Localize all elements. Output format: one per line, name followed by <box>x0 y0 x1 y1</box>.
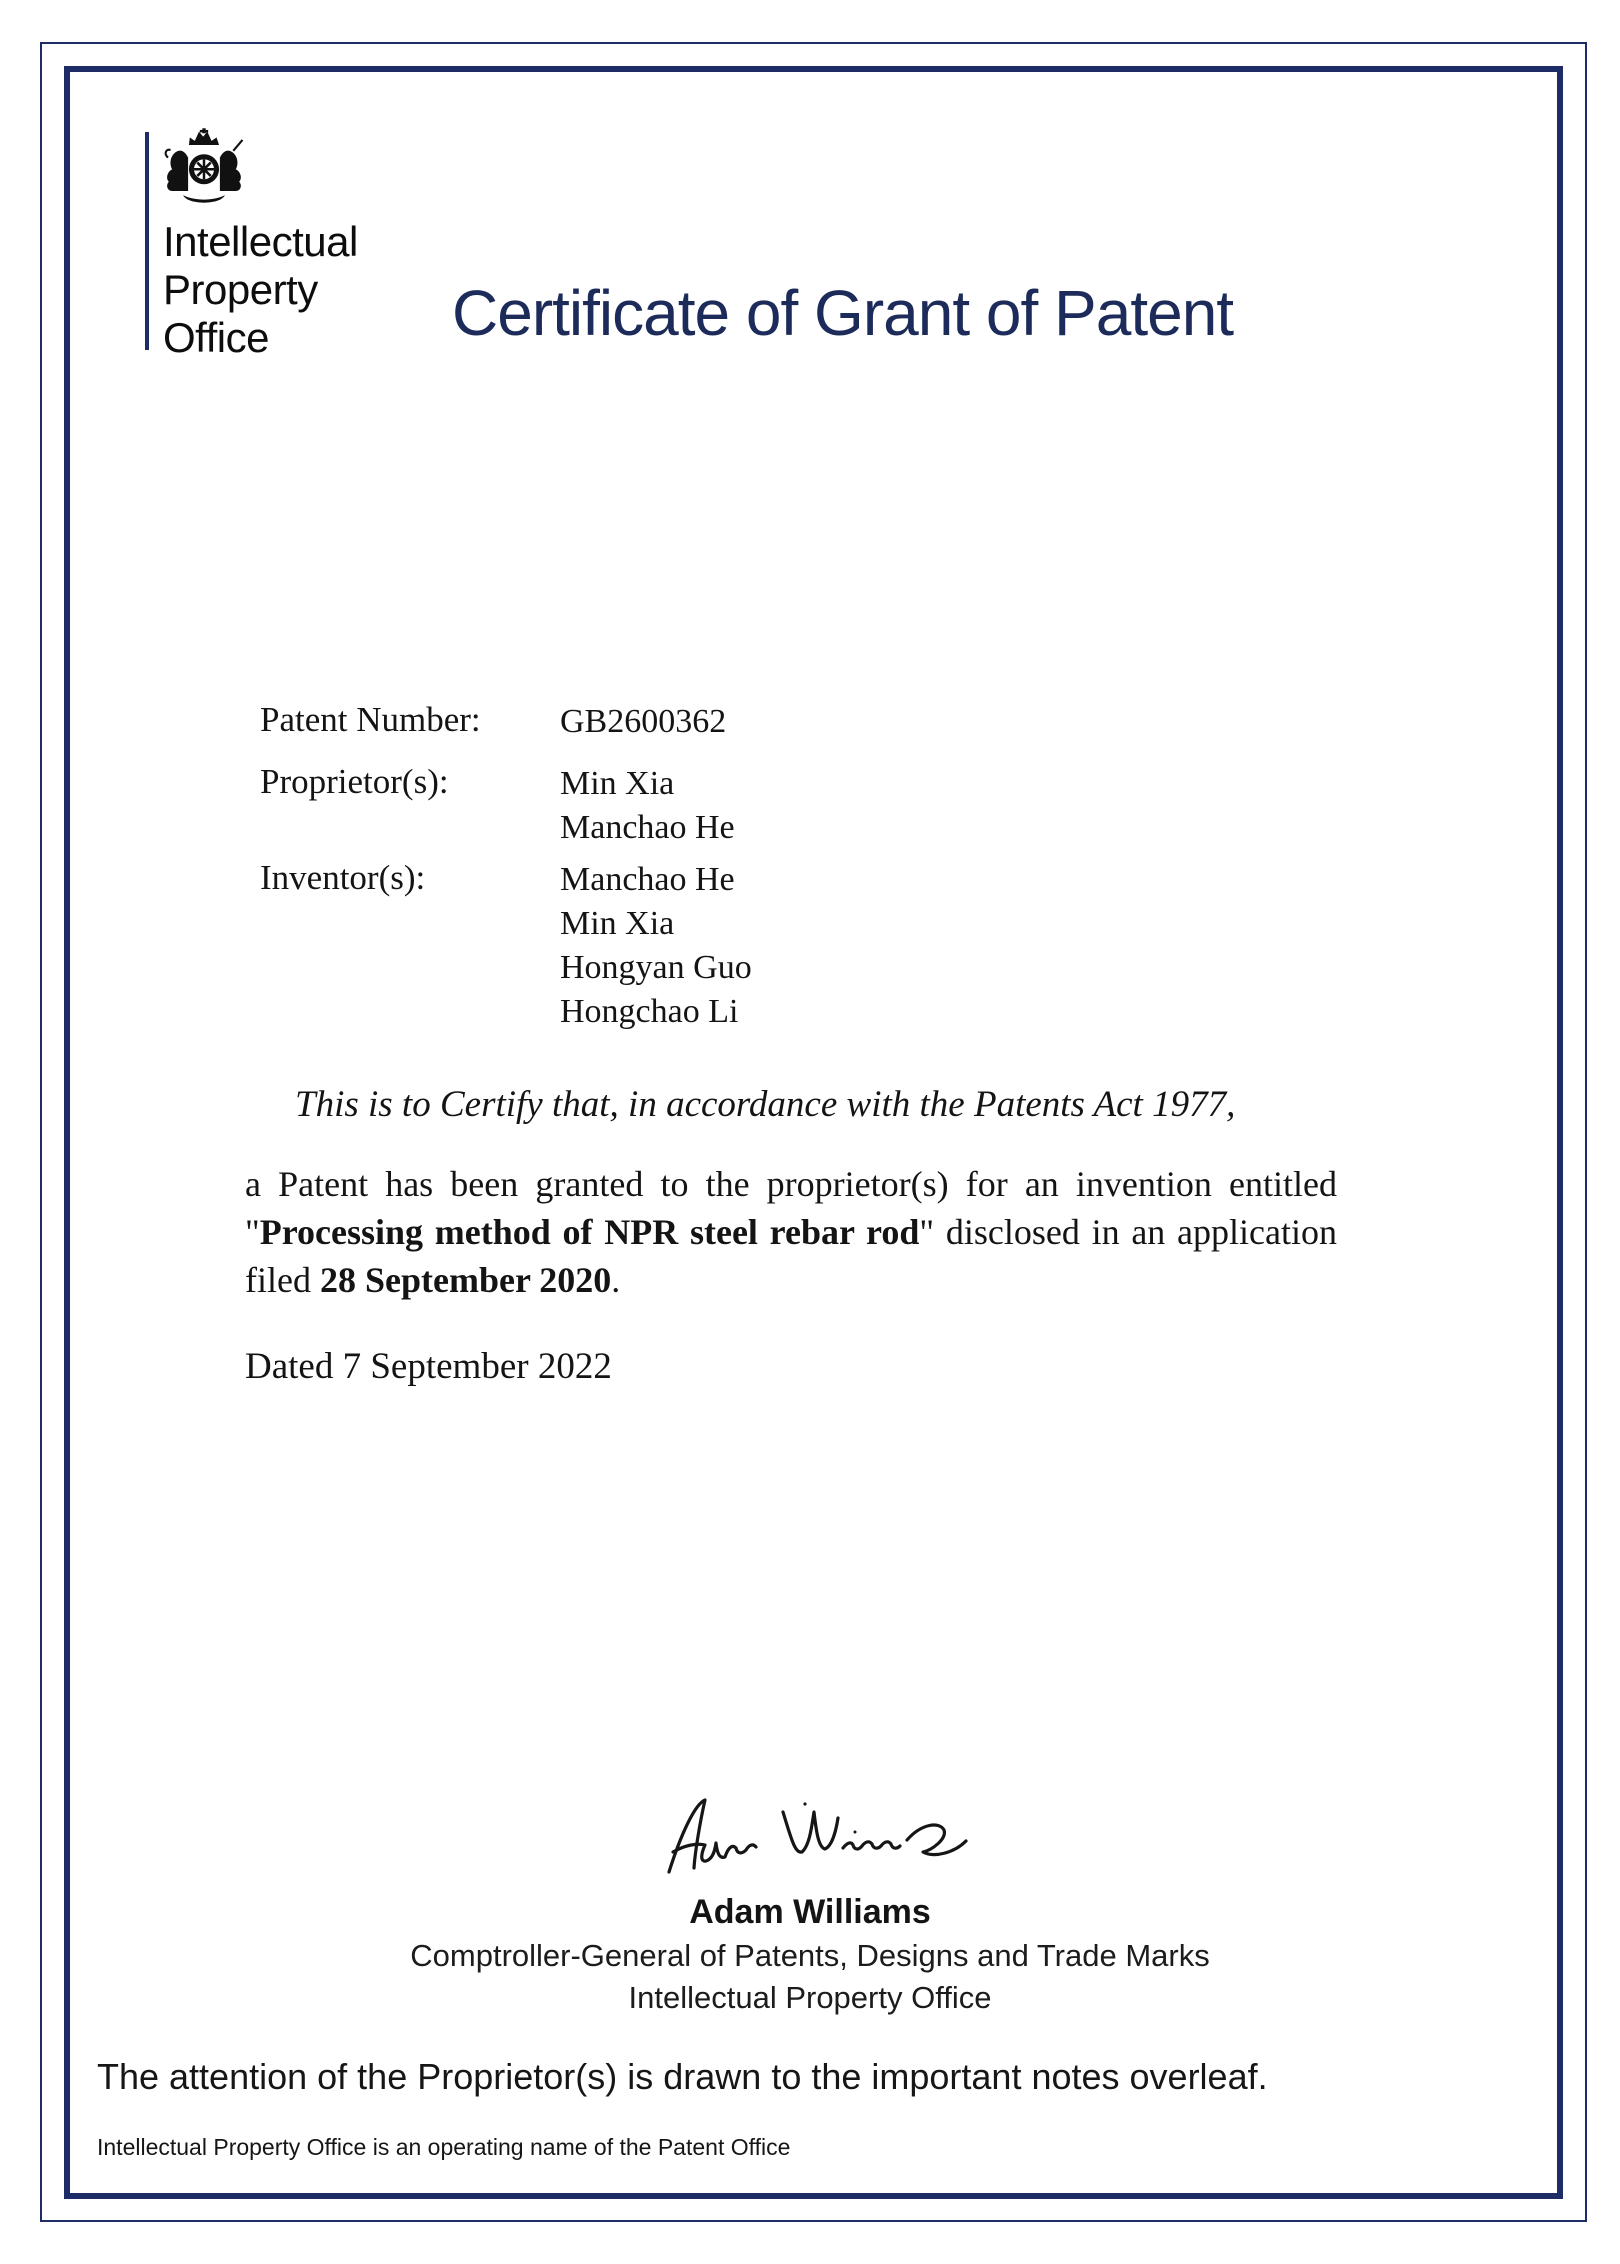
patent-number-value: GB2600362 <box>560 703 727 740</box>
royal-coat-of-arms-icon <box>158 118 250 218</box>
ipo-logo-line: Property <box>163 266 318 313</box>
ipo-logo-line: Intellectual <box>163 218 358 265</box>
proprietor-name: Min Xia <box>560 765 675 802</box>
certificate-title: Certificate of Grant of Patent <box>452 277 1234 349</box>
ipo-logo-line: Office <box>163 314 269 361</box>
dated-line: Dated 7 September 2022 <box>245 1346 612 1387</box>
grant-text-before-title: a Patent has been granted to the proprietor(s) for an invention entitled " <box>245 1164 1337 1252</box>
proprietors-label: Proprietor(s): <box>260 762 449 801</box>
ipo-logo-wordmark <box>163 218 358 362</box>
grant-text-after-date: . <box>611 1260 621 1300</box>
grant-paragraph <box>245 1160 1337 1304</box>
operating-name-note: Intellectual Property Office is an operating name of the Patent Office <box>97 2134 791 2160</box>
inventor-name: Hongyan Guo <box>560 949 752 986</box>
signatory-role: Comptroller-General of Patents, Designs and Trade Marks <box>410 1938 1210 1973</box>
inventors-label: Inventor(s): <box>260 858 426 897</box>
attention-note: The attention of the Proprietor(s) is drawn to the important notes overleaf. <box>97 2056 1268 2097</box>
proprietor-name: Manchao He <box>560 809 735 846</box>
patent-number-label: Patent Number: <box>260 700 481 739</box>
grant-text-after-title: " disclosed in an application filed <box>245 1212 1337 1300</box>
inventor-name: Min Xia <box>560 905 675 942</box>
invention-title: Processing method of NPR steel rebar rod <box>259 1212 920 1252</box>
signatory-office: Intellectual Property Office <box>628 1980 992 2015</box>
signature-image <box>655 1788 985 1888</box>
certify-statement: This is to Certify that, in accordance with the Patents Act 1977, <box>295 1084 1236 1125</box>
inventor-name: Manchao He <box>560 861 735 898</box>
logo-divider-rule <box>145 132 149 350</box>
filing-date: 28 September 2020 <box>319 1260 612 1300</box>
signatory-name: Adam Williams <box>689 1893 931 1931</box>
inventor-name: Hongchao Li <box>560 993 739 1030</box>
